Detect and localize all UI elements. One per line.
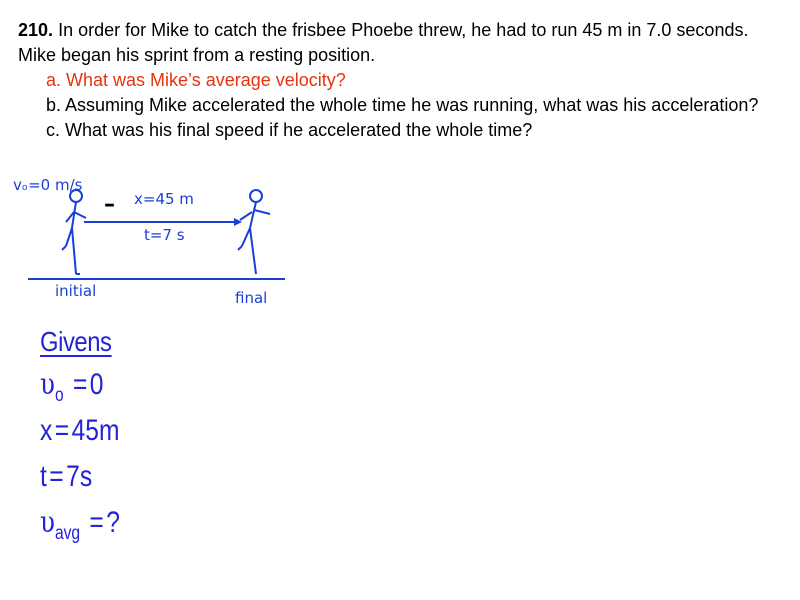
time-label: t=7 s (144, 226, 185, 244)
given-distance (40, 408, 120, 454)
equals-sign: = (49, 460, 64, 493)
distance-label: x=45 m (134, 190, 194, 208)
subscript-o: o (54, 385, 64, 406)
part-a: a. What was Mike’s average velocity? (46, 70, 346, 90)
velocity-symbol: υ (40, 505, 55, 540)
value: ? (106, 506, 120, 539)
value: 45m (71, 414, 120, 447)
problem-number: 210. (18, 20, 54, 40)
value: 7s (66, 460, 93, 493)
motion-diagram (0, 170, 320, 320)
initial-runner-icon (62, 190, 86, 274)
given-time (40, 454, 120, 500)
velocity-symbol: υ (40, 367, 55, 402)
subscript-avg: avg (54, 523, 81, 544)
givens-title: Givens (40, 326, 112, 357)
part-c: c. What was his final speed if he accelerated the whole time? (46, 120, 533, 140)
initial-label: initial (55, 282, 97, 300)
problem-statement (18, 18, 788, 68)
v0-label: vₒ=0 m/s (13, 176, 83, 194)
givens-section (40, 322, 137, 546)
unknown-average-velocity (40, 500, 120, 546)
given-initial-velocity (40, 362, 120, 408)
distance-symbol: x (40, 414, 53, 447)
equals-sign: = (54, 414, 70, 447)
dash-mark: – (104, 192, 115, 217)
problem-line1: In order for Mike to catch the frisbee Phoebe threw, he had to run 45 m in 7.0 seconds. Mike began his sprint from a resting position. (18, 20, 749, 65)
part-b: b. Assuming Mike accelerated the whole time he was running, what was his acceleration? (46, 95, 759, 115)
time-symbol: t (40, 460, 47, 493)
final-label: final (235, 289, 268, 307)
final-runner-icon (238, 190, 270, 274)
value: 0 (89, 368, 104, 401)
equals-sign: = (72, 368, 88, 401)
problem-text (18, 18, 788, 143)
equals-sign: = (89, 506, 104, 539)
